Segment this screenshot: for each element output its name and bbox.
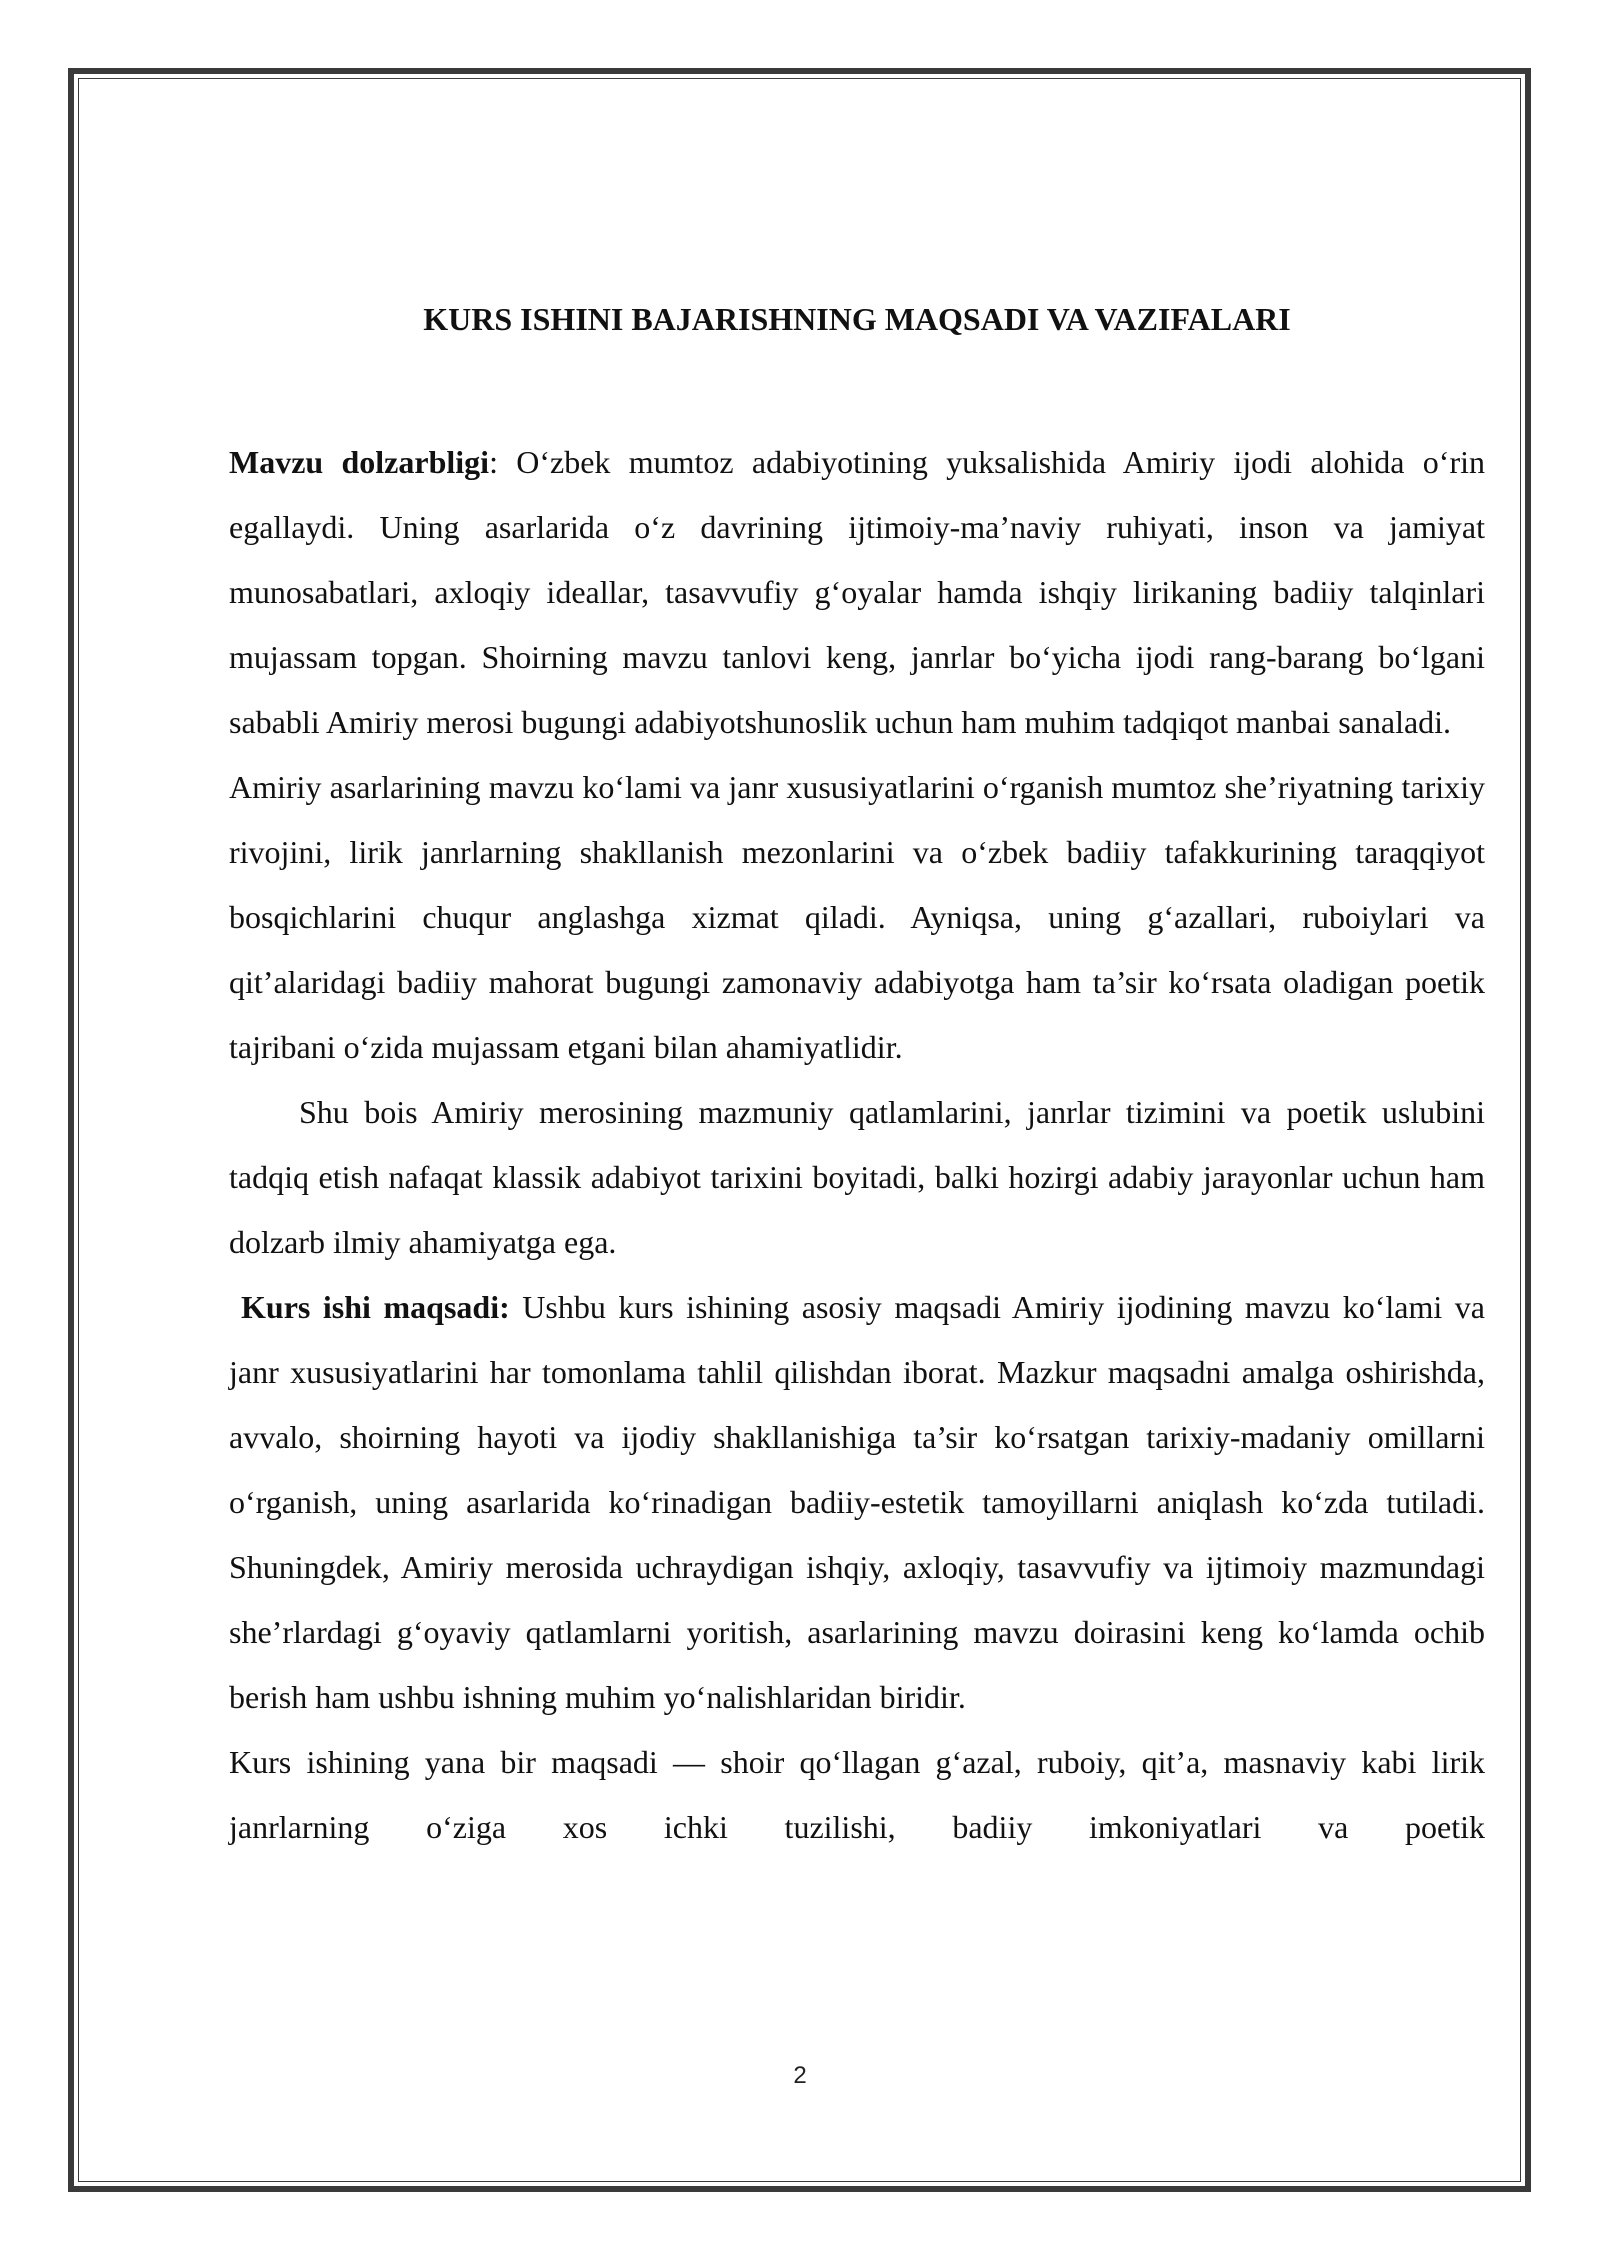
paragraph-relevance [229,430,1485,755]
paragraph-label: Kurs ishi maqsadi: [241,1289,510,1326]
paragraph-label: Mavzu dolzarbligi [229,444,490,481]
document-title: KURS ISHINI BAJARISHNING MAQSADI VA VAZIFALARI [423,301,1291,337]
paragraph-text: Ushbu kurs ishining asosiy maqsadi Amiriy ijodining mavzu ko‘lami va janr xususiyatlarini har tomonlama tahlil qilishdan iborat. Mazkur maqsadni amalga oshirishda, avvalo, shoirning hayoti va ijodiy shakllanishiga ta’sir ko‘rsatgan tarixiy-madaniy omillarni o‘rganish, uning asarlarida ko‘rinadigan badiiy-estetik tamoyillarni aniqlash ko‘zda tutiladi. Shuningdek, Amiriy merosida uchraydigan ishqiy, axloqiy, tasavvufiy va ijtimoiy mazmundagi she’rlardagi g‘oyaviy qatlamlarni yoritish, asarlarining mavzu doirasini keng ko‘lamda ochib berish ham ushbu ishning muhim yo‘nalishlaridan biridir. [229,1289,1486,1716]
paragraph-goal [229,1275,1485,1730]
paragraph-conclusion: Shu bois Amiriy merosining mazmuniy qatlamlarini, janrlar tizimini va poetik uslubini tadqiq etish nafaqat klassik adabiyot tarixini boyitadi, balki hozirgi adabiy jarayonlar uchun ham dolzarb ilmiy ahamiyatga ega. [229,1094,1485,1261]
paragraph-study-scope: Amiriy asarlarining mavzu ko‘lami va janr xususiyatlarini o‘rganish mumtoz she’riyatning tarixiy rivojini, lirik janrlarning shakllanish mezonlarini va o‘zbek badiiy tafakkurining taraqqiyot bosqichlarini chuqur anglashga xizmat qiladi. Ayniqsa, uning g‘azallari, ruboiylari va qit’alaridagi badiiy mahorat bugungi zamonaviy adabiyotga ham ta’sir ko‘rsata oladigan poetik tajribani o‘zida mujassam etgani bilan ahamiyatlidir. [229,769,1485,1066]
document-body [229,300,1485,1860]
paragraph-label-suffix: : [489,444,498,481]
page-number: 2 [793,2062,807,2089]
paragraph-text: O‘zbek mumtoz adabiyotining yuksalishida Amiriy ijodi alohida o‘rin egallaydi. Uning asarlarida o‘z davrining ijtimoiy-ma’naviy ruhiyati, inson va jamiyat munosabatlari, axloqiy ideallar, tasavvufiy g‘oyalar hamda ishqiy lirikaning badiiy talqinlari mujassam topgan. Shoirning mavzu tanlovi keng, janrlar bo‘yicha ijodi rang-barang bo‘lgani sababli Amiriy merosi bugungi adabiyotshunoslik uchun ham muhim tadqiqot manbai sanaladi. [229,444,1486,741]
paragraph-second-goal: Kurs ishining yana bir maqsadi — shoir qo‘llagan g‘azal, ruboiy, qit’a, masnaviy kabi lirik janrlarning o‘ziga xos ichki tuzilishi, badiiy imkoniyatlari va poetik [229,1744,1485,1846]
